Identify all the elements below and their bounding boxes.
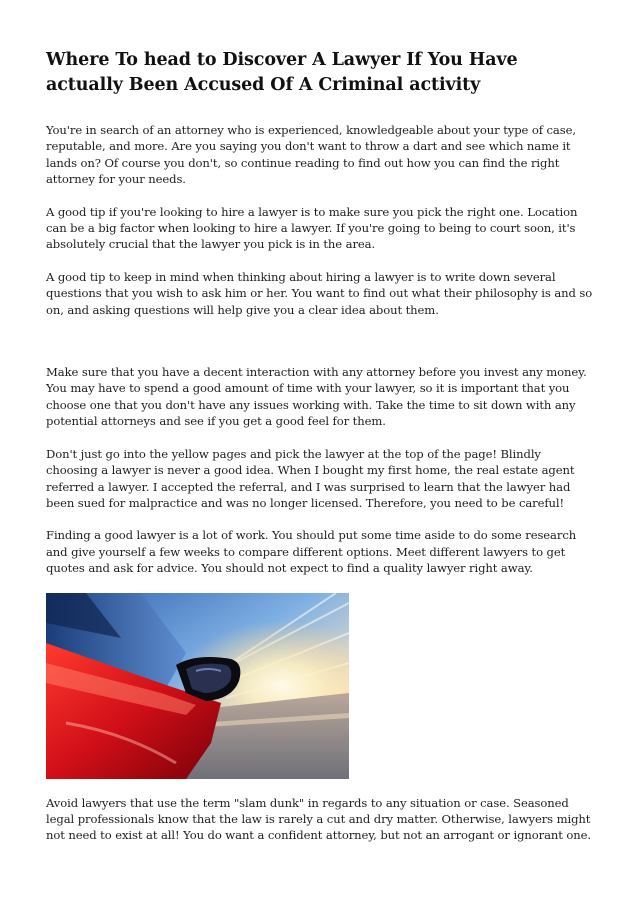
paragraph-6: Finding a good lawyer is a lot of work. You should put some time aside to do some research and give yourself a few weeks to compare different options. Meet different lawyers to get quotes and ask for advice. You should not expect to find a quality lawyer right away. xyxy=(46,528,577,576)
car-photo-graphic xyxy=(46,593,349,779)
paragraph-2: A good tip if you're looking to hire a lawyer is to make sure you pick the right one. Location can be a big factor when looking to hire a lawyer. If you're going to being to court soon, it's absolutely crucial that the lawyer you pick is in the area. xyxy=(46,204,578,252)
car-photo xyxy=(46,593,349,779)
document-title: Where To head to Discover A Lawyer If You Have actually Been Accused Of A Criminal activity xyxy=(46,50,518,95)
document-page xyxy=(46,48,594,844)
paragraph-4: Make sure that you have a decent interaction with any attorney before you invest any money. You may have to spend a good amount of time with your lawyer, so it is important that you choose one that you don't have any issues working with. Take the time to sit down with any potential attorneys and see if you get a good feel for them. xyxy=(46,365,587,429)
paragraph-3: A good tip to keep in mind when thinking about hiring a lawyer is to write down several questions that you wish to ask him or her. You want to find out what their philosophy is and so on, and asking questions will help give you a clear idea about them. xyxy=(46,269,593,317)
paragraph-1: You're in search of an attorney who is experienced, knowledgeable about your type of case, reputable, and more. Are you saying you don't want to throw a dart and see which name it lands on? Of course you don't, so continue reading to find out how you can find the right attorney for your needs. xyxy=(46,123,576,187)
paragraph-7: Avoid lawyers that use the term "slam dunk" in regards to any situation or case. Seasoned legal professionals know that the law is rarely a cut and dry matter. Otherwise, lawyers might not need to exist at all! You do want a confident attorney, but not an arrogant or ignorant one. xyxy=(46,795,591,843)
paragraph-5: Don't just go into the yellow pages and pick the lawyer at the top of the page! Blindly choosing a lawyer is never a good idea. When I bought my first home, the real estate agent referred a lawyer. I accepted the referral, and I was surprised to learn that the lawyer had been sued for malpractice and was no longer licensed. Therefore, you need to be careful! xyxy=(46,446,575,510)
